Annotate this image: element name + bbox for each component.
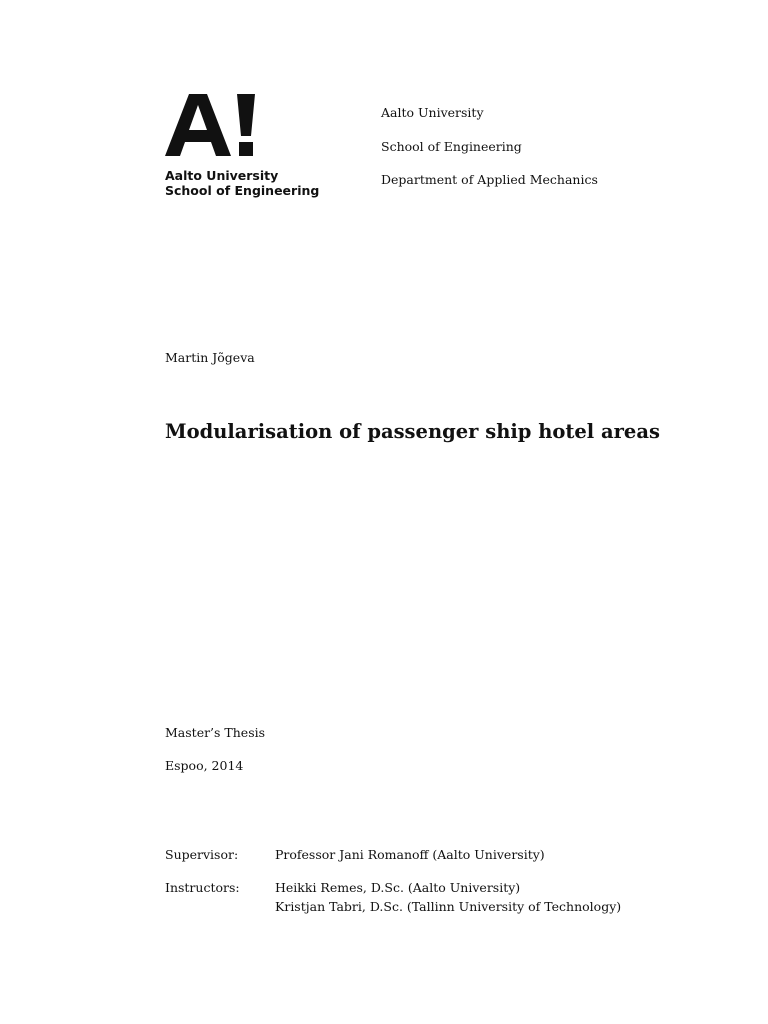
instructor-1: Heikki Remes, D.Sc. (Aalto University) xyxy=(275,880,521,895)
logo-wordmark xyxy=(165,168,319,198)
instructors-label: Instructors: xyxy=(165,880,240,895)
affiliation-block xyxy=(381,96,598,197)
affiliation-university: Aalto University xyxy=(381,105,484,120)
affiliation-school: School of Engineering xyxy=(381,138,522,154)
author-name: Martin Jõgeva xyxy=(165,350,255,365)
thesis-title: Modularisation of passenger ship hotel areas xyxy=(165,420,660,443)
supervisor-value: Professor Jani Romanoff (Aalto University) xyxy=(275,847,545,862)
thesis-type: Master’s Thesis xyxy=(165,725,266,740)
place-and-year: Espoo, 2014 xyxy=(165,758,244,773)
logo-line-school: School of Engineering xyxy=(165,183,320,198)
affiliation-department: Department of Applied Mechanics xyxy=(381,172,598,187)
logo-line-university: Aalto University xyxy=(165,168,279,183)
aalto-a-exclamation-logo-icon xyxy=(165,92,260,158)
supervisor-label: Supervisor: xyxy=(165,847,239,862)
aalto-logo xyxy=(165,92,335,202)
instructor-2: Kristjan Tabri, D.Sc. (Tallinn University of Technology) xyxy=(275,899,622,914)
